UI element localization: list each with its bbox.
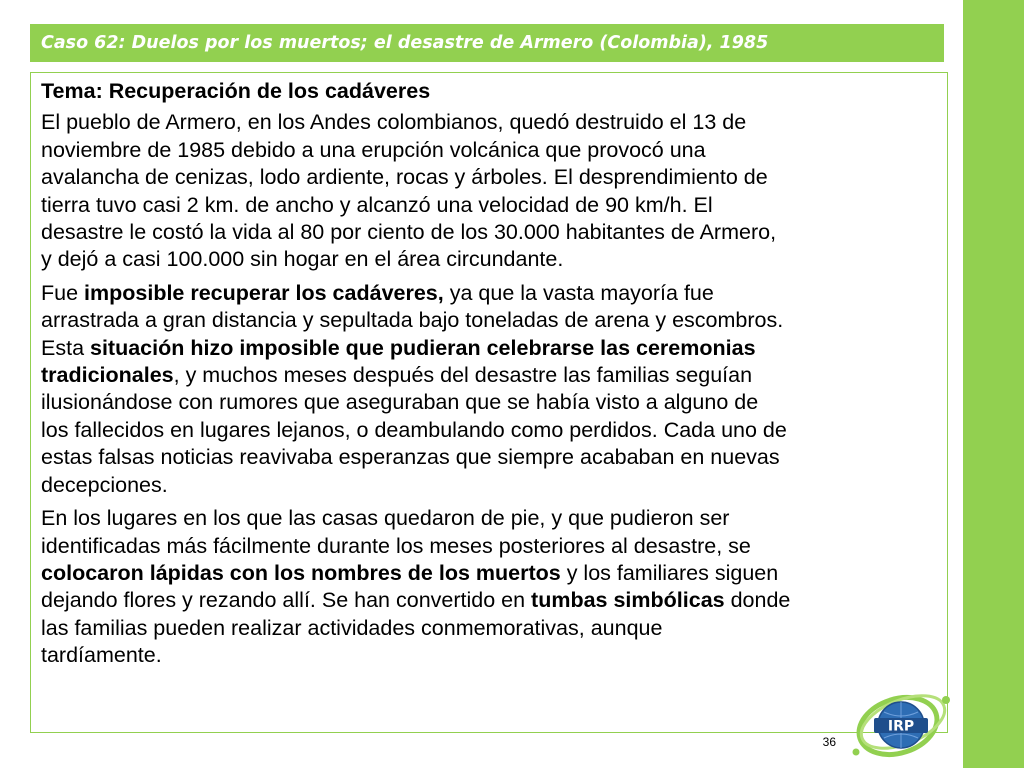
p1-line: y dejó a casi 100.000 sin hogar en el área circundante. [41, 247, 564, 272]
p1-line: noviembre de 1985 debido a una erupción volcánica que provocó una [41, 137, 706, 162]
p3-text: tardíamente. [41, 643, 162, 668]
p3-text: dejando flores y rezando allí. Se han convertido en [41, 588, 532, 613]
p2-text: ilusionándose con rumores que aseguraban que se había visto a alguno de [41, 390, 759, 415]
content-box [30, 72, 948, 733]
p2-bold-text: situación hizo imposible que pudieran celebrarse las ceremonias [90, 335, 756, 360]
title-bar [30, 24, 944, 62]
p2-bold-text: imposible recuperar los cadáveres, [84, 280, 444, 305]
paragraph-3 [41, 505, 939, 669]
p3-text: y los familiares siguen [560, 560, 779, 585]
irp-logo [848, 682, 954, 762]
p2-text: arrastrada a gran distancia y sepultada bajo toneladas de arena y escombros. [41, 308, 784, 333]
p1-line: desastre le costó la vida al 80 por ciento de los 30.000 habitantes de Armero, [41, 220, 777, 245]
p1-line: avalancha de cenizas, lodo ardiente, rocas y árboles. El desprendimiento de [41, 165, 768, 190]
p3-bold-text: tumbas simbólicas [531, 588, 725, 613]
p2-text: Esta [41, 335, 90, 360]
slide-title: Caso 62: Duelos por los muertos; el desastre de Armero (Colombia), 1985 [41, 33, 769, 53]
p1-line: El pueblo de Armero, en los Andes colombianos, quedó destruido el 13 de [41, 110, 747, 135]
paragraph-2 [41, 280, 939, 499]
p3-bold-text: colocaron lápidas con los nombres de los muertos [41, 560, 561, 585]
p3-text: las familias pueden realizar actividades conmemorativas, aunque [41, 615, 663, 640]
p2-text: los fallecidos en lugares lejanos, o deambulando como perdidos. Cada uno de [41, 417, 787, 442]
logo-text: IRP [887, 718, 915, 735]
page-number: 36 [822, 735, 836, 749]
right-accent-bar [963, 0, 1024, 768]
p2-bold-text: tradicionales [41, 363, 174, 388]
p3-text: En los lugares en los que las casas quedaron de pie, y que pudieron ser [41, 506, 730, 531]
p2-text: , y muchos meses después del desastre las familias seguían [173, 363, 753, 388]
p3-text: identificadas más fácilmente durante los meses posteriores al desastre, se [41, 533, 751, 558]
paragraph-1 [41, 109, 939, 273]
p2-text: Fue [41, 280, 85, 305]
p2-text: estas falsas noticias reavivaba esperanzas que siempre acababan en nuevas [41, 445, 780, 470]
p2-text: ya que la vasta mayoría fue [443, 280, 714, 305]
topic-heading: Tema: Recuperación de los cadáveres [41, 79, 431, 103]
p1-line: tierra tuvo casi 2 km. de ancho y alcanzó una velocidad de 90 km/h. El [41, 192, 713, 217]
p3-text: donde [724, 588, 791, 613]
p2-text: decepciones. [41, 472, 168, 497]
